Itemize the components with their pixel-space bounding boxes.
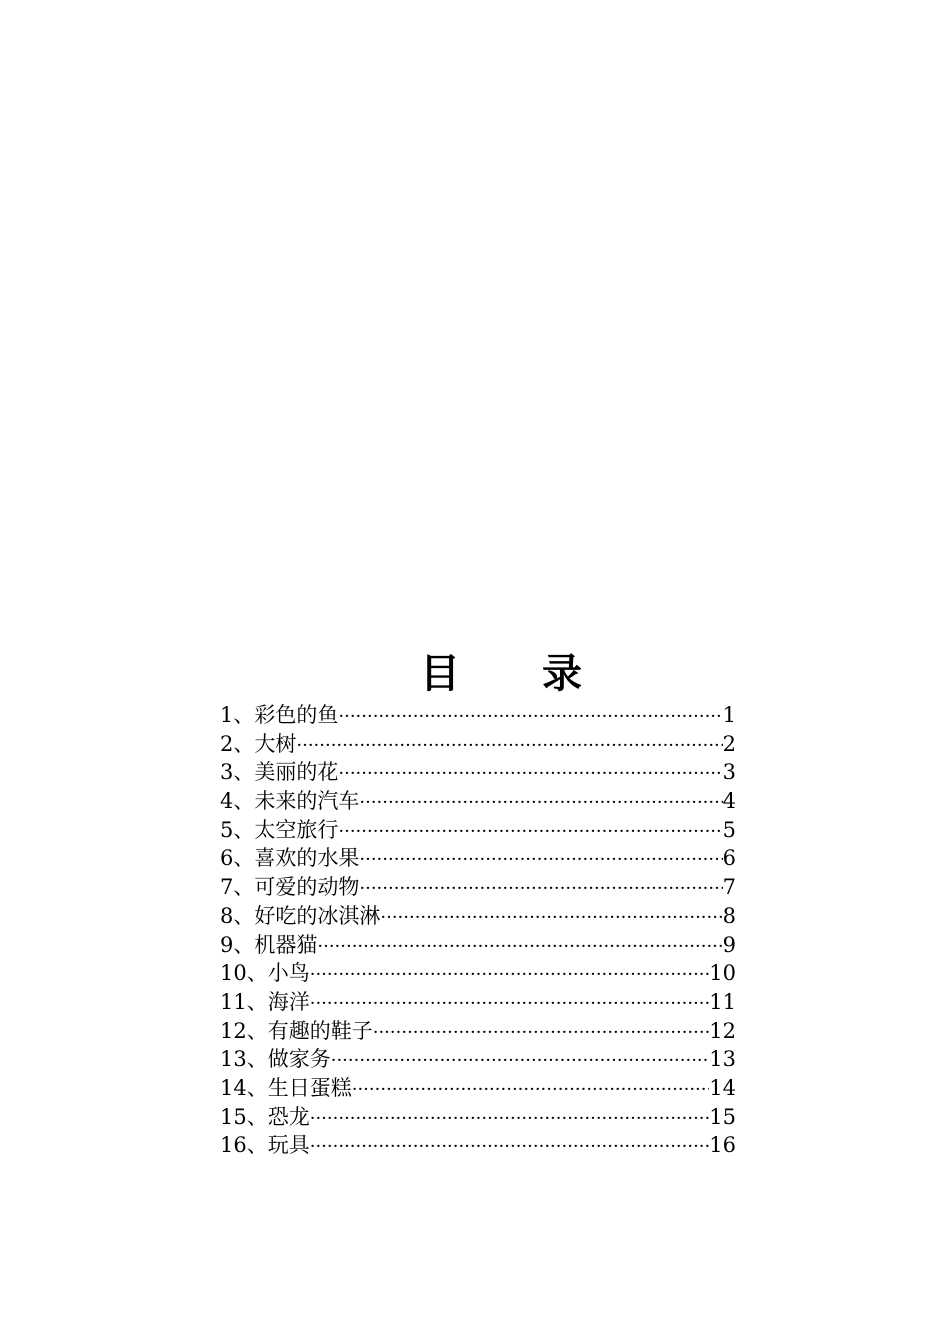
toc-item-label: 4、未来的汽车 — [220, 789, 360, 814]
toc-item — [220, 988, 736, 1017]
toc-title: 目 录 — [420, 650, 616, 697]
toc-item-page: 8 — [722, 903, 736, 928]
toc-item-label: 2、大树 — [220, 731, 297, 756]
toc-item-page: 6 — [722, 846, 736, 871]
toc-item — [220, 1103, 736, 1132]
toc-item — [220, 959, 736, 988]
toc-item-page: 13 — [709, 1047, 736, 1072]
toc-item-label: 14、生日蛋糕 — [220, 1075, 352, 1100]
toc-item-page: 7 — [722, 875, 736, 900]
toc-item — [220, 730, 736, 759]
toc-item — [220, 902, 736, 931]
toc-item — [220, 844, 736, 873]
toc-leader-dots — [359, 789, 722, 816]
toc-leader-dots — [338, 760, 722, 787]
toc-leader-dots — [338, 703, 722, 730]
toc-item-label: 7、可爱的动物 — [220, 875, 360, 900]
toc-item-page: 15 — [709, 1104, 736, 1129]
toc-leader-dots — [352, 1076, 710, 1103]
toc-item-page: 5 — [722, 817, 736, 842]
toc-item-label: 10、小鸟 — [220, 961, 310, 986]
toc-item-page: 9 — [722, 932, 736, 957]
toc-item-label: 5、太空旅行 — [220, 817, 339, 842]
toc-item-label: 15、恐龙 — [220, 1104, 310, 1129]
toc-item — [220, 1045, 736, 1074]
toc-item-label: 1、彩色的鱼 — [220, 703, 339, 727]
toc-item — [220, 1131, 736, 1160]
toc-leader-dots — [310, 1133, 710, 1160]
toc-item-label: 12、有趣的鞋子 — [220, 1018, 373, 1043]
toc-item-page: 11 — [709, 989, 736, 1014]
toc-item-page: 14 — [709, 1075, 736, 1100]
toc-leader-dots — [310, 961, 710, 988]
toc-item-page: 2 — [722, 731, 736, 756]
toc-leader-dots — [310, 1105, 710, 1132]
toc-leader-dots — [359, 875, 722, 902]
toc-item-label: 11、海洋 — [220, 989, 310, 1014]
toc-item-label: 16、玩具 — [220, 1133, 310, 1158]
toc-leader-dots — [310, 990, 710, 1017]
toc-leader-dots — [359, 846, 722, 873]
toc-leader-dots — [373, 1019, 710, 1046]
toc-item — [220, 1017, 736, 1046]
toc-item-page: 12 — [709, 1018, 736, 1043]
toc-item-page: 4 — [722, 789, 736, 814]
toc-leader-dots — [380, 904, 722, 931]
toc-item — [220, 1074, 736, 1103]
toc-item — [220, 816, 736, 845]
toc-leader-dots — [317, 933, 722, 960]
toc-item — [220, 931, 736, 960]
toc-leader-dots — [331, 1047, 710, 1074]
toc-item — [220, 787, 736, 816]
toc-leader-dots — [296, 732, 722, 759]
toc-item-page: 3 — [722, 760, 736, 785]
toc-item-label: 8、好吃的冰淇淋 — [220, 903, 381, 928]
toc-item — [220, 758, 736, 787]
toc-item-page: 1 — [722, 703, 736, 727]
toc-item — [220, 701, 736, 730]
toc-list — [220, 701, 736, 1160]
toc-item-label: 3、美丽的花 — [220, 760, 339, 785]
toc-item-page: 10 — [709, 961, 736, 986]
toc-item-page: 16 — [709, 1133, 736, 1158]
toc-item-label: 13、做家务 — [220, 1047, 331, 1072]
toc-leader-dots — [338, 818, 722, 845]
toc-item — [220, 873, 736, 902]
toc-item-label: 6、喜欢的水果 — [220, 846, 360, 871]
toc-item-label: 9、机器猫 — [220, 932, 318, 957]
